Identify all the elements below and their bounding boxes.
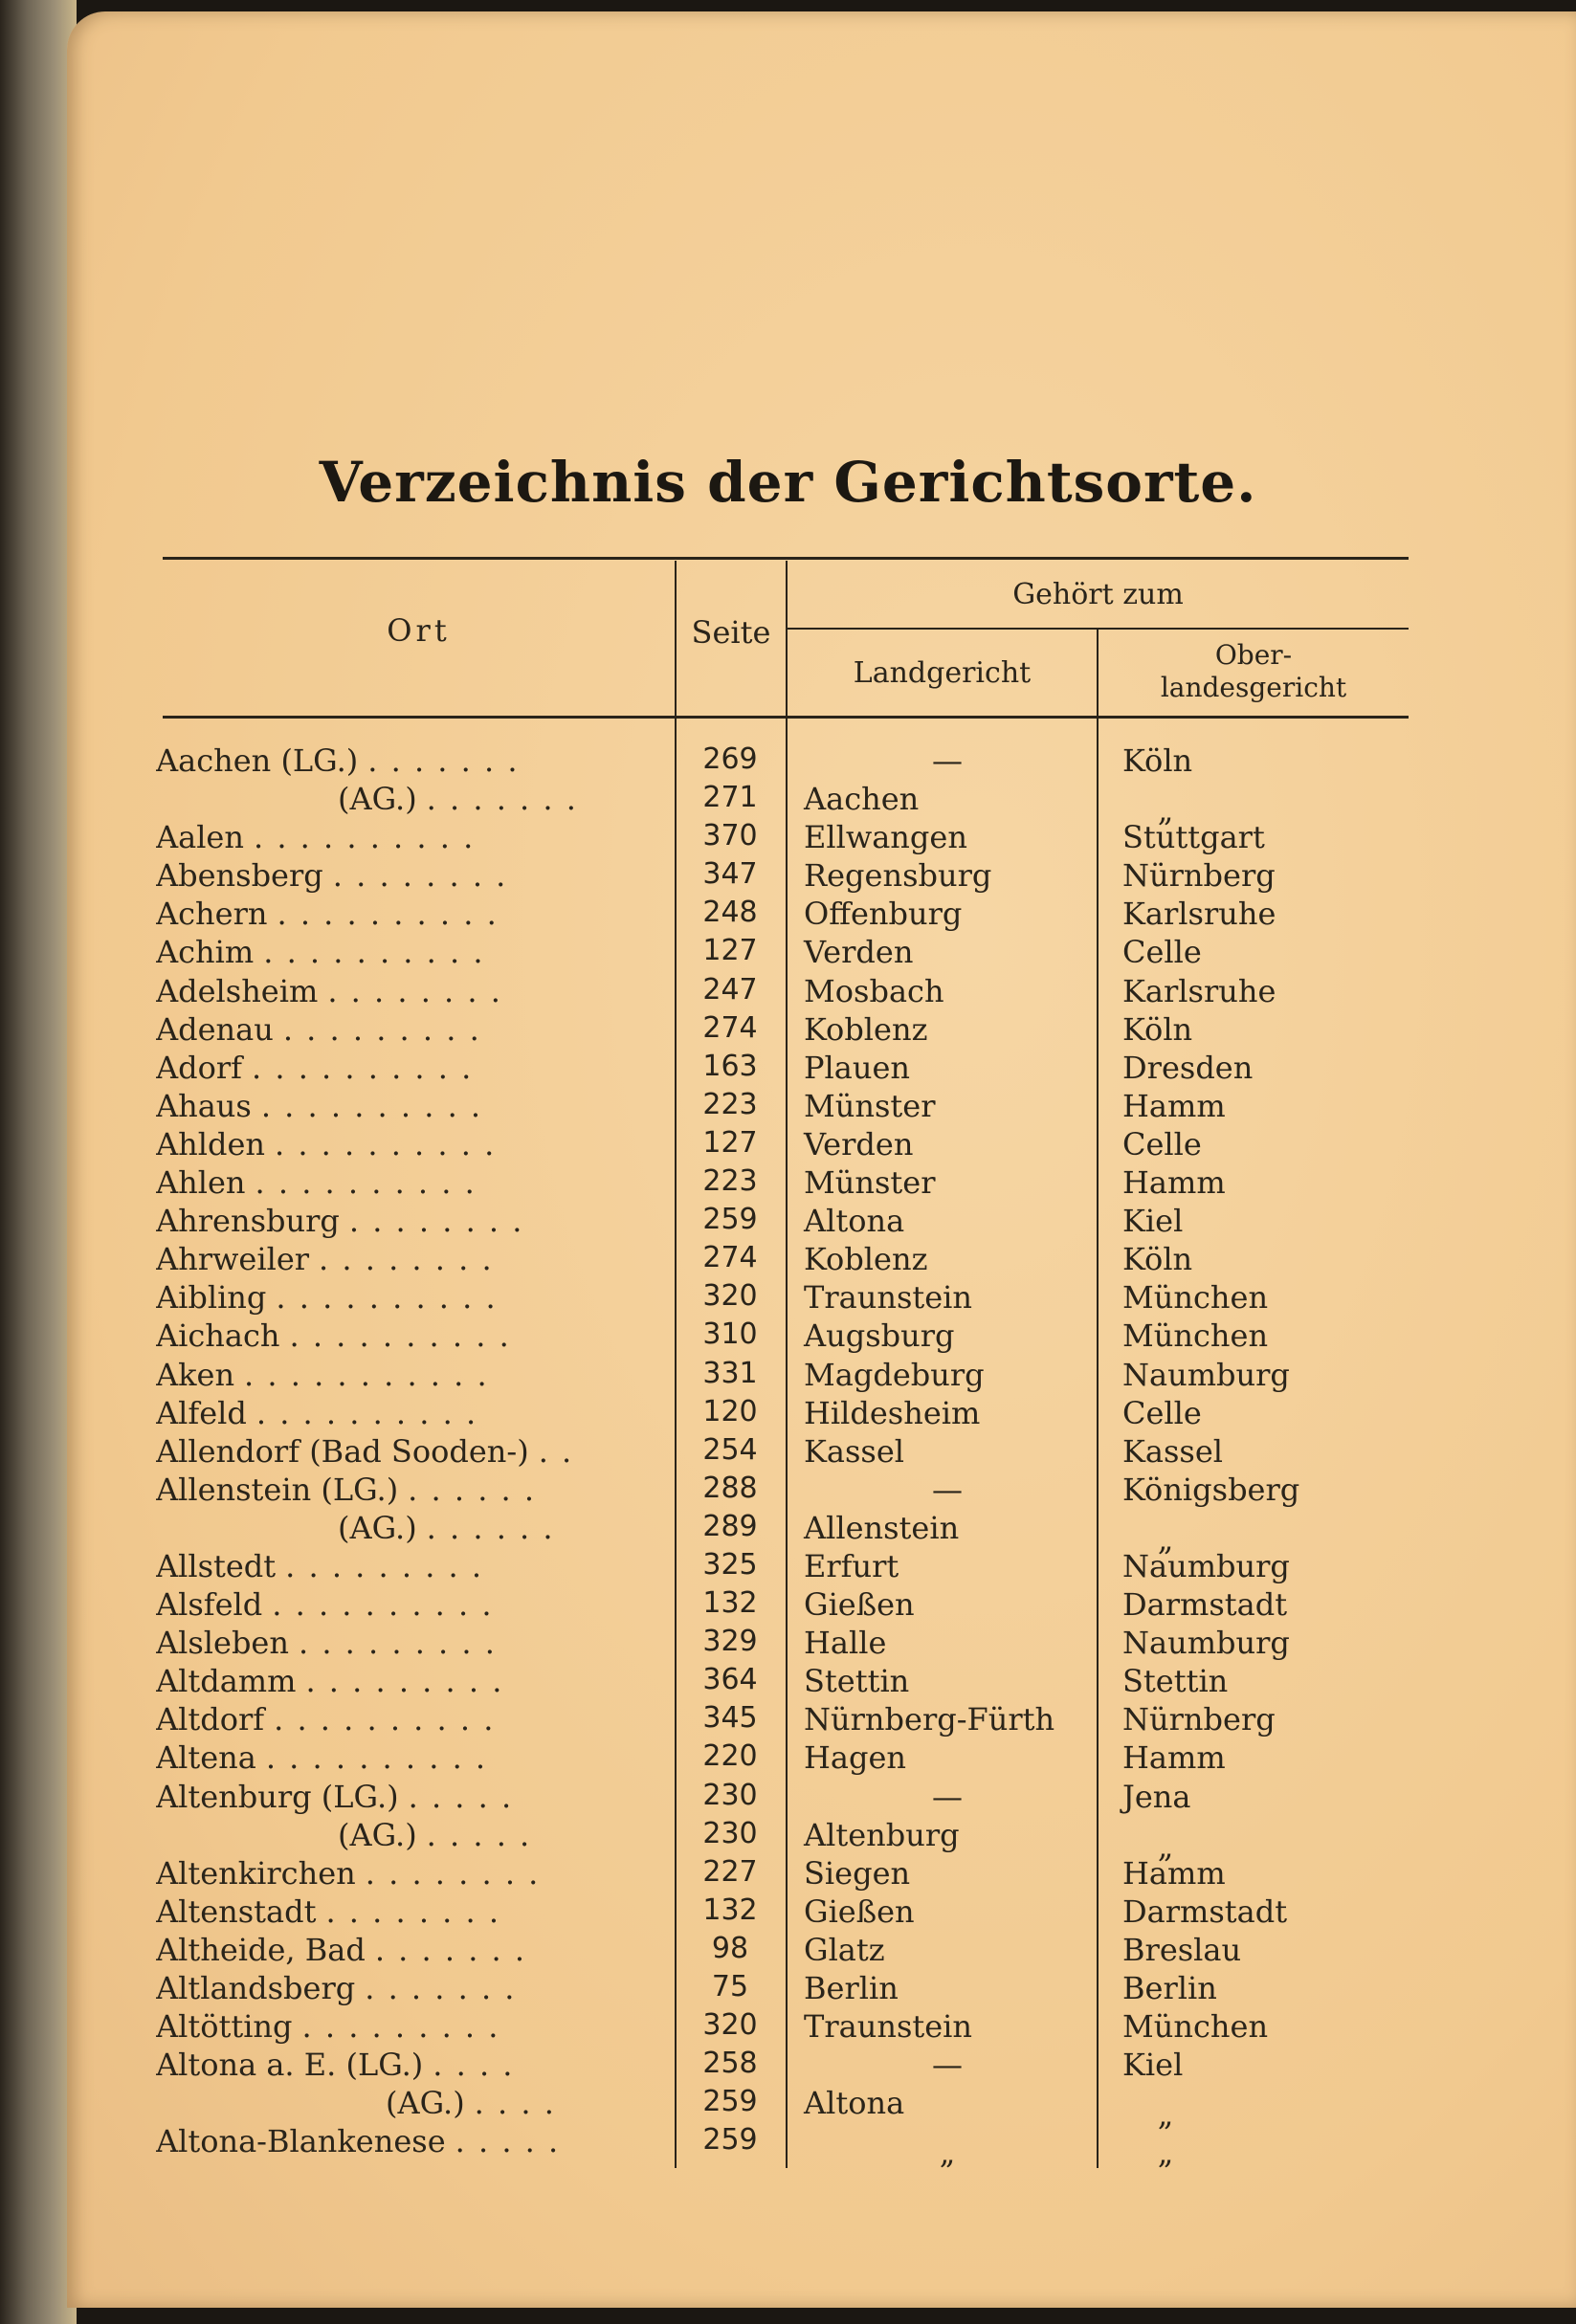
ort-name: Alfeld	[156, 1394, 247, 1431]
cell-landgericht: —	[932, 2047, 963, 2084]
leader-dots: . . . . .	[426, 1816, 532, 1853]
table-row	[0, 932, 1576, 970]
cell-oberlandesgericht: Köln	[1122, 742, 1193, 779]
cell-oberlandesgericht: Kassel	[1122, 1432, 1223, 1470]
leader-dots: . . . . . . .	[374, 1931, 527, 1968]
leader-dots: . . . . . . . . . .	[276, 1279, 498, 1317]
cell-landgericht: Verden	[804, 1125, 914, 1162]
cell-ort	[156, 1088, 654, 1124]
cell-seite: 325	[702, 1547, 758, 1582]
cell-landgericht: —	[932, 1471, 963, 1508]
ort-name: Altenkirchen	[156, 1854, 356, 1892]
cell-landgericht: Mosbach	[804, 972, 944, 1009]
ort-name: Altdorf	[156, 1701, 265, 1738]
cell-seite: 254	[702, 1432, 758, 1467]
table-row	[0, 2045, 1576, 2083]
cell-oberlandesgericht: Nürnberg	[1122, 1701, 1276, 1738]
cell-seite: 288	[702, 1471, 758, 1505]
cell-ort	[156, 857, 654, 894]
cell-landgericht: Traunstein	[804, 1279, 972, 1317]
cell-seite: 75	[711, 1970, 749, 2003]
header-gehoert-zum: Gehört zum	[1012, 578, 1184, 611]
leader-dots: . . . . . . . . . .	[274, 1701, 496, 1738]
cell-seite: 259	[702, 2085, 758, 2119]
cell-ort	[156, 742, 654, 779]
cell-landgericht: Hagen	[804, 1739, 907, 1777]
leader-dots: . . . . . . . .	[348, 1203, 524, 1240]
cell-ort	[156, 1625, 654, 1661]
ort-name: Adorf	[156, 1049, 242, 1086]
table-row	[0, 1277, 1576, 1316]
leader-dots: . . . . .	[408, 1778, 514, 1815]
cell-ort	[156, 1279, 654, 1316]
cell-oberlandesgericht: Naumburg	[1122, 1547, 1290, 1584]
cell-ort	[156, 1241, 654, 1277]
leader-dots: . . . . . . . . . .	[289, 1317, 511, 1355]
cell-oberlandesgericht: „	[1157, 792, 1174, 830]
table-row	[0, 1124, 1576, 1162]
leader-dots: . . . . . . . . .	[305, 1663, 504, 1700]
table-row	[0, 1623, 1576, 1661]
cell-ort	[156, 2008, 654, 2045]
ort-name: (AG.)	[386, 2085, 465, 2122]
cell-oberlandesgericht: Hamm	[1122, 1739, 1226, 1777]
ort-name: Altenstadt	[156, 1892, 317, 1930]
ort-name: Aibling	[156, 1279, 267, 1317]
cell-oberlandesgericht: „	[1157, 1827, 1174, 1865]
table-row	[0, 1239, 1576, 1277]
cell-seite: 259	[702, 2123, 758, 2158]
cell-seite: 163	[702, 1049, 758, 1083]
table-row	[0, 1201, 1576, 1239]
cell-seite: 320	[702, 2008, 758, 2043]
cell-landgericht: Gießen	[804, 1586, 915, 1624]
header-olg-line1: Ober-	[1214, 639, 1293, 671]
cell-oberlandesgericht: Breslau	[1122, 1931, 1242, 1968]
table-row	[0, 1048, 1576, 1086]
table-row	[0, 1892, 1576, 1930]
leader-dots: . . . . . . . . .	[282, 1010, 481, 1048]
ort-name: (AG.)	[338, 781, 417, 818]
leader-dots: . . . . . . .	[426, 781, 578, 818]
table-row	[0, 2083, 1576, 2134]
cell-landgericht: Augsburg	[804, 1317, 955, 1355]
cell-ort	[156, 1701, 654, 1737]
cell-ort	[156, 1855, 654, 1892]
leader-dots: . . . . . . . . .	[298, 1625, 497, 1662]
cell-oberlandesgericht: Celle	[1122, 934, 1202, 971]
ort-name: Altötting	[156, 2008, 293, 2046]
cell-seite: 132	[702, 1586, 758, 1621]
cell-seite: 227	[702, 1854, 758, 1889]
leader-dots: . . . .	[474, 2085, 556, 2122]
table-row	[0, 1393, 1576, 1431]
cell-seite: 259	[702, 1203, 758, 1237]
cell-landgericht: Stettin	[804, 1663, 910, 1700]
cell-landgericht: Traunstein	[804, 2008, 972, 2046]
table-row	[0, 1470, 1576, 1508]
cell-oberlandesgericht: München	[1122, 1279, 1269, 1317]
header-landgericht: Landgericht	[853, 656, 1032, 690]
cell-landgericht: Siegen	[804, 1854, 911, 1892]
table-row	[0, 1930, 1576, 1968]
leader-dots: . . . . . . . . . .	[263, 934, 485, 971]
cell-oberlandesgericht: Karlsruhe	[1122, 896, 1276, 933]
ort-name: Alsfeld	[156, 1586, 263, 1624]
table-row	[0, 1355, 1576, 1393]
ort-name: Allenstein (LG.)	[156, 1471, 399, 1508]
cell-oberlandesgericht: Königsberg	[1122, 1471, 1300, 1508]
cell-ort	[156, 2123, 654, 2159]
cell-landgericht: Münster	[804, 1087, 936, 1124]
leader-dots: . . . . .	[455, 2123, 561, 2160]
cell-landgericht: Halle	[804, 1625, 887, 1662]
cell-seite: 271	[702, 781, 758, 815]
ort-name: Ahlen	[156, 1164, 246, 1202]
cell-landgericht: Kassel	[804, 1432, 904, 1470]
cell-oberlandesgericht: Köln	[1122, 1241, 1193, 1278]
ort-name: Allendorf (Bad Sooden-)	[156, 1432, 529, 1470]
ort-name: Altenburg (LG.)	[156, 1778, 399, 1815]
table-row	[0, 1316, 1576, 1354]
leader-dots: . . . . . . . .	[325, 1892, 501, 1930]
ort-name: (AG.)	[338, 1509, 417, 1546]
ort-name: Altena	[156, 1739, 256, 1777]
cell-oberlandesgericht: Naumburg	[1122, 1625, 1290, 1662]
table-row	[0, 1777, 1576, 1815]
table-row	[0, 1737, 1576, 1776]
header-seite: Seite	[691, 614, 771, 651]
ort-name: Aken	[156, 1356, 235, 1393]
cell-seite: 269	[702, 742, 758, 776]
cell-oberlandesgericht: Dresden	[1122, 1049, 1254, 1086]
cell-seite: 247	[702, 972, 758, 1007]
cell-landgericht: Allenstein	[804, 1509, 960, 1546]
cell-seite: 127	[702, 934, 758, 968]
cell-landgericht: Berlin	[804, 1970, 899, 2006]
leader-dots: . . . . . . . . . .	[272, 1586, 494, 1624]
cell-ort	[156, 1126, 654, 1162]
cell-oberlandesgericht: Hamm	[1122, 1164, 1226, 1202]
leader-dots: . . . . . .	[426, 1509, 555, 1546]
cell-landgericht: Münster	[804, 1164, 936, 1202]
leader-dots: . . . . . . . . . .	[255, 1394, 478, 1431]
cell-landgericht: Nürnberg-Fürth	[804, 1701, 1055, 1738]
ort-name: Altheide, Bad	[156, 1931, 366, 1968]
cell-oberlandesgericht: „	[1157, 1520, 1174, 1558]
leader-dots: . . . . . . . .	[319, 1241, 494, 1278]
cell-ort	[156, 1893, 654, 1930]
cell-seite: 310	[702, 1317, 758, 1352]
ort-name: Ahlden	[156, 1125, 265, 1162]
cell-seite: 320	[702, 1279, 758, 1314]
table-row	[0, 1086, 1576, 1124]
cell-ort	[156, 934, 654, 970]
cell-oberlandesgericht: Naumburg	[1122, 1356, 1290, 1393]
ort-name: Achim	[156, 934, 255, 971]
cell-ort	[156, 2047, 654, 2083]
cell-seite: 223	[702, 1164, 758, 1199]
cell-seite: 230	[702, 1816, 758, 1850]
leader-dots: . .	[538, 1432, 574, 1470]
leader-dots: . . . . . . . . . .	[274, 1125, 497, 1162]
cell-oberlandesgericht: Berlin	[1122, 1970, 1217, 2006]
cell-seite: 132	[702, 1892, 758, 1927]
ort-name: Adenau	[156, 1010, 274, 1048]
cell-seite: 289	[702, 1509, 758, 1543]
cell-oberlandesgericht: Karlsruhe	[1122, 972, 1276, 1009]
cell-ort	[156, 819, 654, 855]
cell-seite: 223	[702, 1087, 758, 1121]
table-row	[0, 1009, 1576, 1048]
table-row	[0, 2121, 1576, 2172]
leader-dots: . . . . . . . .	[327, 972, 502, 1009]
cell-seite: 329	[702, 1625, 758, 1659]
cell-oberlandesgericht: „	[1157, 2135, 1174, 2172]
table-top-rule	[163, 557, 1409, 560]
cell-oberlandesgericht: Kiel	[1122, 1203, 1184, 1240]
cell-ort	[156, 1548, 654, 1584]
ort-name: Aalen	[156, 819, 244, 856]
table-row	[0, 1546, 1576, 1584]
cell-oberlandesgericht: Nürnberg	[1122, 857, 1276, 895]
cell-landgericht: Koblenz	[804, 1010, 928, 1048]
cell-seite: 274	[702, 1010, 758, 1045]
cell-landgericht: Offenburg	[804, 896, 963, 933]
table-row	[0, 1853, 1576, 1892]
table-row	[0, 817, 1576, 855]
cell-landgericht: Glatz	[804, 1931, 885, 1968]
cell-ort	[156, 896, 654, 932]
leader-dots: . . . . . . . . . .	[265, 1739, 488, 1777]
cell-ort	[156, 1932, 654, 1968]
ort-name: Altona-Blankenese	[156, 2123, 446, 2160]
ort-name: Achern	[156, 896, 268, 933]
cell-seite: 258	[702, 2047, 758, 2081]
header-olg-line2: landesgericht	[1160, 672, 1347, 703]
leader-dots: . . . . . . . . . .	[252, 1049, 474, 1086]
ort-name: Altlandsberg	[156, 1970, 356, 2006]
table-row	[0, 1661, 1576, 1699]
cell-seite: 127	[702, 1125, 758, 1160]
leader-dots: . . . . . . .	[367, 742, 520, 779]
table-row	[0, 1815, 1576, 1865]
ort-name: Ahrensburg	[156, 1203, 340, 1240]
cell-ort	[156, 973, 654, 1009]
cell-landgericht: „	[939, 2135, 956, 2172]
cell-landgericht: Erfurt	[804, 1547, 899, 1584]
leader-dots: . . . . . . . .	[332, 857, 508, 895]
cell-landgericht: Koblenz	[804, 1241, 928, 1278]
table-row	[0, 894, 1576, 932]
cell-ort	[156, 1970, 654, 2006]
gerichtsorte-table-body	[0, 741, 1576, 2172]
cell-ort	[156, 1203, 654, 1239]
leader-dots: . . . . . . . .	[365, 1854, 541, 1892]
cell-oberlandesgericht: Hamm	[1122, 1087, 1226, 1124]
cell-ort	[156, 1472, 654, 1508]
cell-ort	[156, 1011, 654, 1048]
cell-oberlandesgericht: Hamm	[1122, 1854, 1226, 1892]
leader-dots: . . . .	[433, 2047, 515, 2084]
leader-dots: . . . . . . .	[365, 1970, 517, 2006]
table-row	[0, 2006, 1576, 2045]
cell-landgericht: Ellwangen	[804, 819, 967, 856]
ort-name: Aachen (LG.)	[156, 742, 359, 779]
cell-oberlandesgericht: Celle	[1122, 1125, 1202, 1162]
cell-seite: 98	[711, 1931, 749, 1965]
cell-landgericht: Altona	[804, 1203, 905, 1240]
cell-oberlandesgericht: „	[1157, 2096, 1174, 2134]
table-row	[0, 779, 1576, 830]
cell-landgericht: Aachen	[804, 781, 920, 818]
leader-dots: . . . . . . . . . .	[260, 1087, 483, 1124]
leader-dots: . . . . . . . . .	[301, 2008, 500, 2046]
cell-seite: 345	[702, 1701, 758, 1736]
cell-seite: 220	[702, 1739, 758, 1774]
table-row	[0, 971, 1576, 1009]
cell-ort	[156, 1433, 654, 1470]
table-row	[0, 741, 1576, 779]
cell-landgericht: Hildesheim	[804, 1394, 981, 1431]
table-row	[0, 855, 1576, 894]
cell-seite: 248	[702, 896, 758, 930]
cell-oberlandesgericht: Stuttgart	[1122, 819, 1265, 856]
cell-landgericht: Plauen	[804, 1049, 910, 1086]
ort-name: Alsleben	[156, 1625, 289, 1662]
ort-name: Aichach	[156, 1317, 280, 1355]
ort-name: Altona a. E. (LG.)	[156, 2047, 424, 2084]
leader-dots: . . . . . . . . . .	[255, 1164, 477, 1202]
table-row	[0, 1431, 1576, 1470]
cell-oberlandesgericht: Jena	[1122, 1778, 1191, 1815]
cell-seite: 120	[702, 1394, 758, 1428]
ort-name: Ahrweiler	[156, 1241, 310, 1278]
cell-landgericht: Regensburg	[804, 857, 992, 895]
cell-oberlandesgericht: München	[1122, 1317, 1269, 1355]
cell-ort	[156, 1317, 654, 1354]
cell-landgericht: Gießen	[804, 1892, 915, 1930]
header-ort: Ort	[387, 612, 451, 649]
cell-oberlandesgericht: München	[1122, 2008, 1269, 2046]
cell-ort	[156, 1779, 654, 1815]
leader-dots: . . . . . . . . . . .	[244, 1356, 489, 1393]
leader-dots: . . . . . . . . . .	[277, 896, 499, 933]
cell-seite: 364	[702, 1663, 758, 1697]
cell-landgericht: Altona	[804, 2085, 905, 2122]
cell-ort	[156, 1050, 654, 1086]
ort-name: Ahaus	[156, 1087, 252, 1124]
cell-ort	[156, 1395, 654, 1431]
cell-seite: 370	[702, 819, 758, 853]
cell-oberlandesgericht: Darmstadt	[1122, 1892, 1288, 1930]
table-row	[0, 1968, 1576, 2006]
cell-seite: 230	[702, 1778, 758, 1812]
table-row	[0, 1584, 1576, 1623]
ort-name: Allstedt	[156, 1547, 277, 1584]
cell-seite: 331	[702, 1356, 758, 1390]
leader-dots: . . . . . .	[408, 1471, 537, 1508]
table-row	[0, 1162, 1576, 1201]
ort-name: Abensberg	[156, 857, 323, 895]
cell-seite: 347	[702, 857, 758, 892]
leader-dots: . . . . . . . . .	[285, 1547, 484, 1584]
table-row	[0, 1508, 1576, 1558]
cell-landgericht: —	[932, 1778, 963, 1815]
cell-oberlandesgericht: Köln	[1122, 1010, 1193, 1048]
table-row	[0, 1699, 1576, 1737]
cell-oberlandesgericht: Kiel	[1122, 2047, 1184, 2084]
cell-landgericht: Magdeburg	[804, 1356, 985, 1393]
cell-ort	[156, 1357, 654, 1393]
ort-name: (AG.)	[338, 1816, 417, 1853]
leader-dots: . . . . . . . . . .	[253, 819, 476, 856]
cell-ort	[156, 1164, 654, 1201]
cell-landgericht: —	[932, 742, 963, 779]
ort-name: Adelsheim	[156, 972, 319, 1009]
cell-landgericht: Altenburg	[804, 1816, 960, 1853]
cell-ort	[156, 1663, 654, 1699]
cell-landgericht: Verden	[804, 934, 914, 971]
page-title: Verzeichnis der Gerichtsorte.	[319, 450, 1257, 515]
cell-seite: 274	[702, 1241, 758, 1275]
cell-oberlandesgericht: Stettin	[1122, 1663, 1229, 1700]
cell-oberlandesgericht: Darmstadt	[1122, 1586, 1288, 1624]
cell-ort	[156, 1586, 654, 1623]
cell-oberlandesgericht: Celle	[1122, 1394, 1202, 1431]
cell-ort	[156, 1739, 654, 1776]
ort-name: Altdamm	[156, 1663, 297, 1700]
